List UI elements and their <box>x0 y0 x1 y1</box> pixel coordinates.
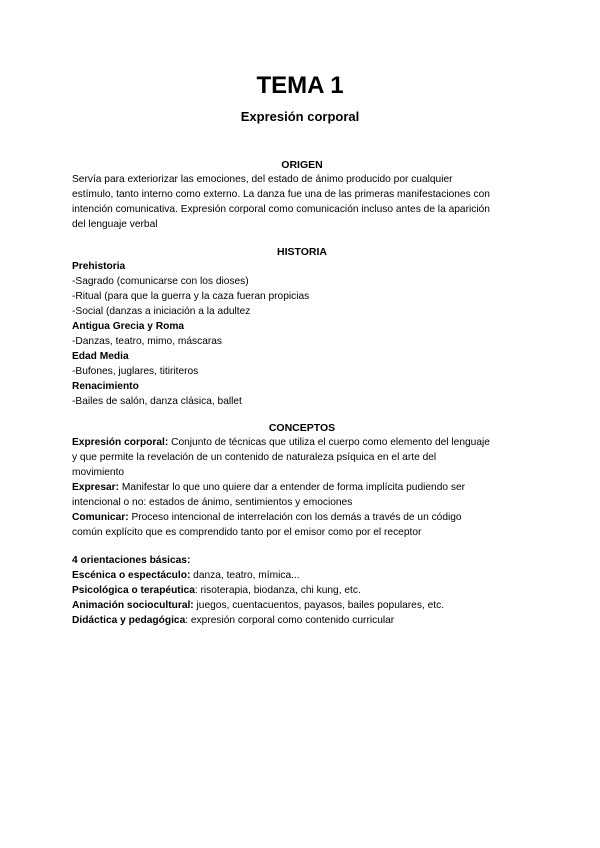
period-title-edad-media: Edad Media <box>72 351 129 362</box>
period-item: -Bufones, juglares, titiriteros <box>72 366 199 377</box>
section-heading-origen: ORIGEN <box>281 159 323 171</box>
origen-line: estímulo, tanto interno como externo. La danza fue una de las primeras manifestaciones con <box>72 189 490 200</box>
orientacion-term: Animación sociocultural: <box>72 600 194 611</box>
orientacion-item <box>72 598 532 613</box>
orientacion-text: juegos, cuentacuentos, payasos, bailes populares, etc. <box>193 600 445 611</box>
orientacion-term: Didáctica y pedagógica <box>72 615 186 626</box>
concept-definition-line: intencional o no: estados de ánimo, sentimientos y emociones <box>72 497 353 508</box>
concept-definition: Proceso intencional de interrelación con los demás a través de un código <box>128 512 462 523</box>
section-heading-conceptos: CONCEPTOS <box>268 422 336 434</box>
concept-definition: Manifestar lo que uno quiere dar a entender de forma implícita pudiendo ser <box>119 482 466 493</box>
concept-definition-line: movimiento <box>72 467 125 478</box>
period-title-prehistoria: Prehistoria <box>72 261 126 272</box>
period-item: -Sagrado (comunicarse con los dioses) <box>72 276 249 287</box>
concept-definition-line: y que permite la revelación de un contenido de naturaleza psíquica en el arte del <box>72 452 437 463</box>
concept-definition: Conjunto de técnicas que utiliza el cuerpo como elemento del lenguaje <box>168 437 490 448</box>
period-item: -Social (danzas a iniciación a la adultez <box>72 306 251 317</box>
concept-expresion-corporal <box>72 435 532 450</box>
orientacion-item <box>72 613 532 628</box>
orientaciones-heading: 4 orientaciones básicas: <box>72 555 191 566</box>
section-heading-historia: HISTORIA <box>277 246 327 258</box>
document-subtitle: Expresión corporal <box>240 109 360 124</box>
concept-term: Comunicar: <box>72 512 129 523</box>
period-item: -Danzas, teatro, mimo, máscaras <box>72 336 223 347</box>
concept-comunicar <box>72 510 532 525</box>
document-body <box>72 158 532 628</box>
concept-definition-line: común explícito que es comprendido tanto por el emisor como por el receptor <box>72 527 422 538</box>
orientacion-text: : risoterapia, biodanza, chi kung, etc. <box>194 585 361 596</box>
origen-line: Servía para exteriorizar las emociones, del estado de ánimo producido por cualquier <box>72 174 453 185</box>
period-title-renacimiento: Renacimiento <box>72 381 139 392</box>
period-title-grecia-roma: Antigua Grecia y Roma <box>72 321 185 332</box>
concept-expresar <box>72 480 532 495</box>
concept-term: Expresar: <box>72 482 120 493</box>
period-item: -Ritual (para que la guerra y la caza fueran propicias <box>72 291 310 302</box>
period-item: -Bailes de salón, danza clásica, ballet <box>72 396 242 407</box>
orientacion-item <box>72 583 532 598</box>
orientacion-term: Escénica o espectáculo: <box>72 570 191 581</box>
origen-line: intención comunicativa. Expresión corporal como comunicación incluso antes de la aparición <box>72 204 490 215</box>
orientacion-text: : expresión corporal como contenido curricular <box>185 615 395 626</box>
document-title: TEMA 1 <box>256 72 344 99</box>
origen-line: del lenguaje verbal <box>72 219 158 230</box>
orientacion-term: Psicológica o terapéutica <box>72 585 195 596</box>
orientacion-text: danza, teatro, mímica... <box>190 570 300 581</box>
orientacion-item <box>72 568 532 583</box>
concept-term: Expresión corporal: <box>72 437 169 448</box>
